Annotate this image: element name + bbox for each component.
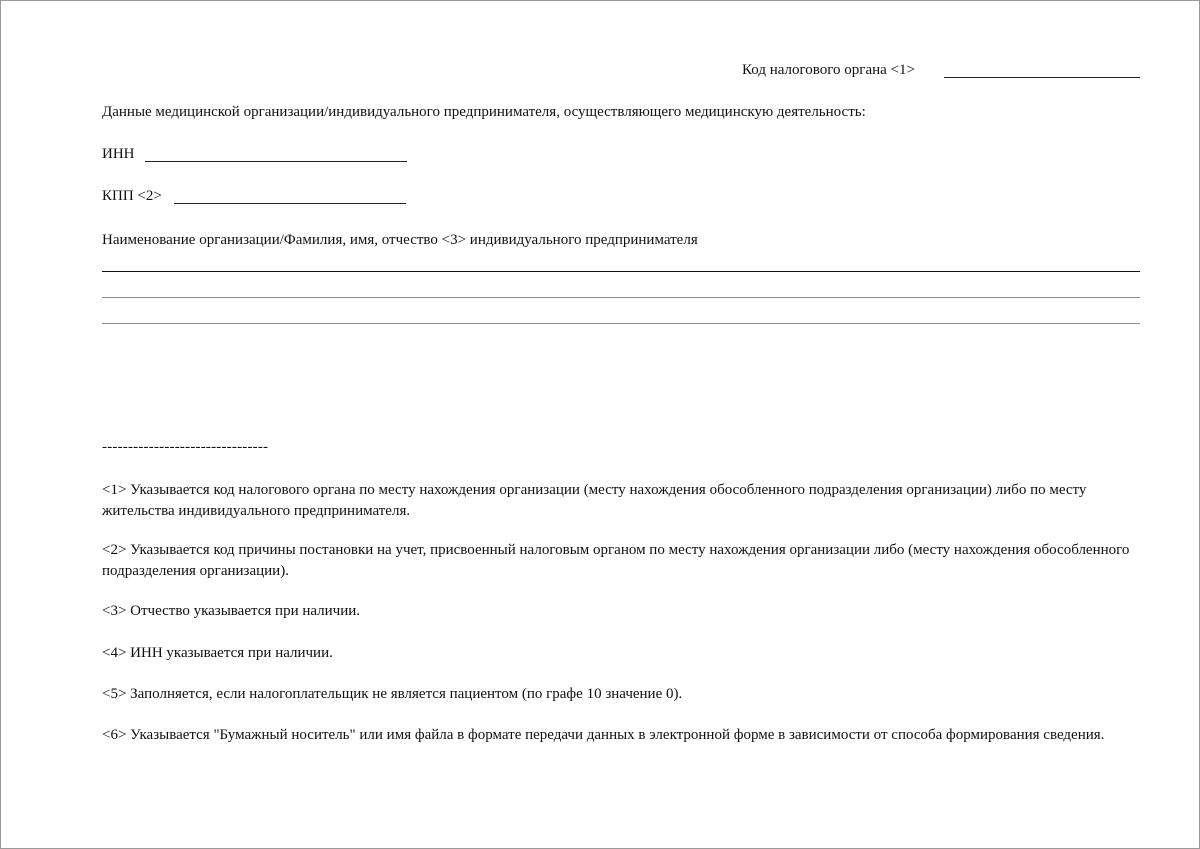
org-section-intro: Данные медицинской организации/индивидуального предпринимателя, осуществляющего медицинскую деятельность: (102, 104, 866, 120)
kpp-label: КПП <2> (102, 188, 162, 204)
footnote-2: <2> Указывается код причины постановки на учет, присвоенный налоговым органом по месту нахождения организации либо (месту нахождения обособленного подразделения организации). (102, 542, 1130, 579)
inn-field[interactable] (145, 161, 407, 162)
footnote-3: <3> Отчество указывается при наличии. (102, 603, 361, 619)
org-name-label: Наименование организации/Фамилия, имя, отчество <3> индивидуального предпринимателя (102, 232, 698, 248)
kpp-field[interactable] (174, 203, 406, 204)
inn-label: ИНН (102, 146, 135, 162)
org-name-line-2[interactable] (102, 297, 1140, 298)
footnote-separator: -------------------------------- (102, 439, 269, 455)
footnote-4: <4> ИНН указывается при наличии. (102, 645, 333, 661)
tax-authority-code-label: Код налогового органа <1> (742, 62, 915, 78)
org-name-line-3[interactable] (102, 323, 1140, 324)
footnote-5: <5> Заполняется, если налогоплательщик не является пациентом (по графе 10 значение 0). (102, 686, 683, 702)
footnote-1: <1> Указывается код налогового органа по месту нахождения организации (месту нахождения обособленного подразделения организации) либо по месту жительства индивидуального предпринимателя. (102, 482, 1087, 519)
footnote-6: <6> Указывается "Бумажный носитель" или имя файла в формате передачи данных в электронной форме в зависимости от способа формирования сведения. (102, 727, 1105, 743)
org-name-line-1[interactable] (102, 271, 1140, 272)
tax-authority-code-field[interactable] (944, 77, 1140, 78)
